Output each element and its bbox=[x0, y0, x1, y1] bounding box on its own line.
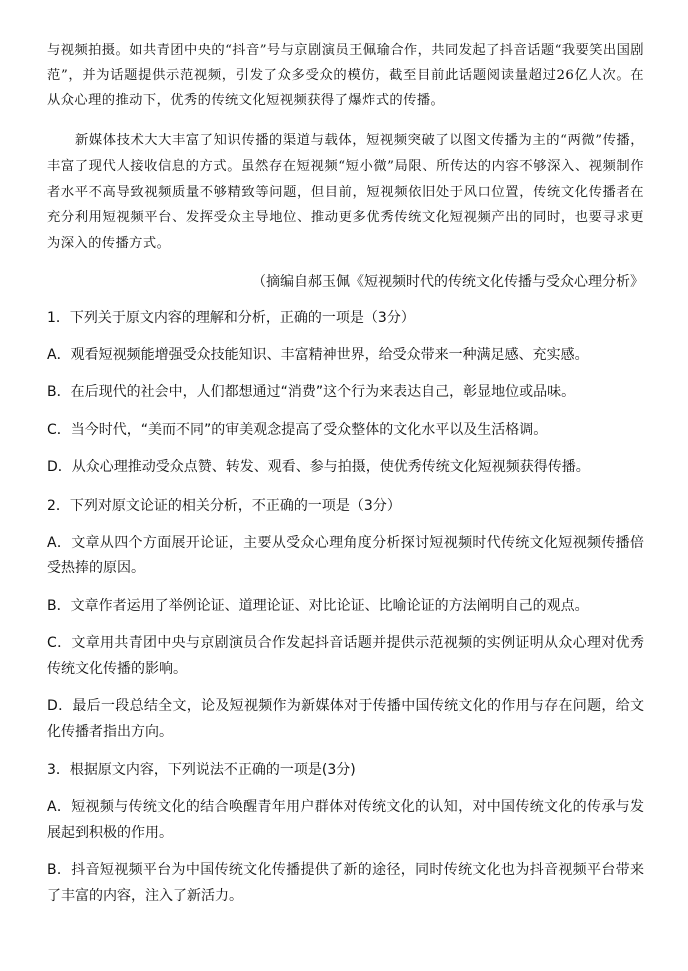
option-d: D．最后一段总结全文，论及短视频作为新媒体对于传播中国传统文化的作用与存在问题，给文化传播者指出方向。 bbox=[47, 698, 644, 740]
question-2 bbox=[47, 494, 644, 746]
option-b: B．文章作者运用了举例论证、道理论证、对比论证、比喻论证的方法阐明自己的观点。 bbox=[47, 597, 589, 614]
passage-paragraph: 与视频拍摄。如共青团中央的“抖音”号与京剧演员王佩瑜合作，共同发起了抖音话题“我要笑出国剧范”，并为话题提供示范视频，引发了众多受众的模仿，截至目前此话题阅读量超过26亿人次。在从众心理的推动下，优秀的传统文化短视频获得了爆炸式的传播。 bbox=[47, 43, 644, 108]
option-b: B．在后现代的社会中，人们都想通过“消费”这个行为来表达自己，彰显地位或品味。 bbox=[47, 384, 576, 401]
option-a: A．短视频与传统文化的结合唤醒青年用户群体对传统文化的认知，对中国传统文化的传承与发展起到积极的作用。 bbox=[47, 799, 644, 841]
question-1 bbox=[47, 306, 644, 481]
question-3 bbox=[47, 758, 644, 909]
option-c: C．当今时代，“美而不同”的审美观念提高了受众整体的文化水平以及生活格调。 bbox=[47, 421, 548, 438]
passage-paragraph: 新媒体技术大大丰富了知识传播的渠道与载体，短视频突破了以图文传播为主的“两微”传播，丰富了现代人接收信息的方式。虽然存在短视频“短小微”局限、所传达的内容不够深入、视频制作者水平不高导致视频质量不够精致等问题，但目前，短视频依旧处于风口位置，传统文化传播者在充分利用短视频平台、发挥受众主导地位、推动更多优秀传统文化短视频产出的同时，也要寻求更为深入的传播方式。 bbox=[47, 133, 644, 252]
question-title: 1．下列关于原文内容的理解和分析，正确的一项是（3分） bbox=[47, 309, 415, 326]
option-c: C．文章用共青团中央与京剧演员合作发起抖音话题并提供示范视频的实例证明从众心理对优秀传统文化传播的影响。 bbox=[47, 635, 644, 677]
question-title: 2．下列对原文论证的相关分析，不正确的一项是（3分） bbox=[47, 497, 401, 514]
question-title: 3．根据原文内容，下列说法不正确的一项是(3分) bbox=[47, 762, 356, 779]
passage-source: （摘编自郝玉佩《短视频时代的传统文化传播与受众心理分析》 bbox=[252, 273, 644, 290]
option-d: D．从众心理推动受众点赞、转发、观看、参与拍摄，使优秀传统文化短视频获得传播。 bbox=[47, 459, 590, 476]
option-a: A．观看短视频能增强受众技能知识、丰富精神世界，给受众带来一种满足感、充实感。 bbox=[47, 346, 589, 363]
option-a: A．文章从四个方面展开论证，主要从受众心理角度分析探讨短视频时代传统文化短视频传播倍受热捧的原因。 bbox=[47, 534, 644, 577]
option-b: B．抖音短视频平台为中国传统文化传播提供了新的途径，同时传统文化也为抖音视频平台带来了丰富的内容，注入了新活力。 bbox=[47, 862, 644, 904]
